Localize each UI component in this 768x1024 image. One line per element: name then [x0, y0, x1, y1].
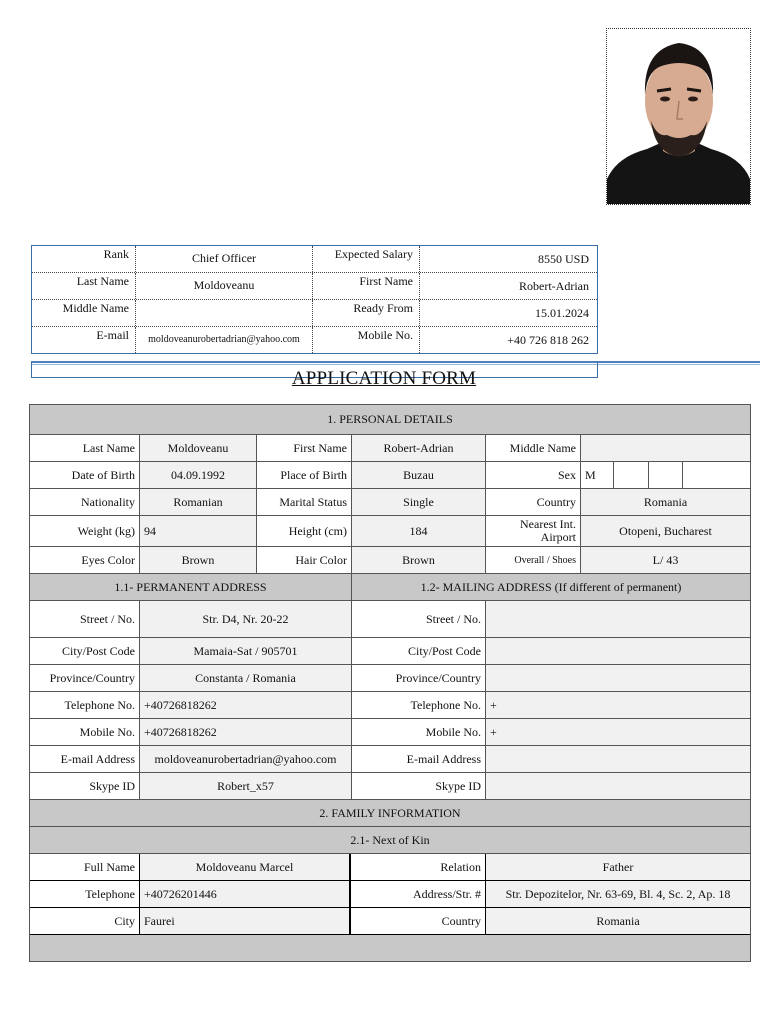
middle-name-value	[135, 300, 312, 326]
last-name-value: Moldoveanu	[135, 273, 312, 299]
perm-email-value: moldoveanurobertadrian@yahoo.com	[140, 746, 352, 772]
eyes-value: Brown	[140, 547, 257, 573]
trailing-empty-row	[30, 935, 750, 961]
last-name-label: Last Name	[76, 274, 129, 288]
dob-value: 04.09.1992	[140, 462, 257, 488]
perm-telephone-label: Telephone No.	[30, 692, 140, 718]
nationality-label: Nationality	[30, 489, 140, 515]
mail-email-value	[486, 746, 750, 772]
application-form-grid	[29, 404, 751, 962]
airport-label-line1: Nearest Int.	[520, 517, 576, 531]
mail-telephone-value: +	[486, 692, 750, 718]
sex-value: M	[581, 462, 614, 488]
summary-table	[31, 245, 598, 354]
address-headers	[30, 574, 750, 601]
section-header-family	[30, 800, 750, 827]
mail-telephone-label: Telephone No.	[352, 692, 486, 718]
perm-telephone-value: +40726818262	[140, 692, 352, 718]
height-label: Height (cm)	[257, 516, 352, 546]
mobile-value: +40 726 818 262	[419, 327, 597, 353]
first-name-label: First Name	[257, 435, 352, 461]
hair-label: Hair Color	[257, 547, 352, 573]
weight-label: Weight (kg)	[30, 516, 140, 546]
first-name-value: Robert-Adrian	[419, 273, 597, 299]
mail-street-label: Street / No.	[352, 601, 486, 637]
kin-city-label: City	[30, 908, 140, 934]
table-row	[30, 435, 750, 462]
kin-full-name-value: Moldoveanu Marcel	[140, 854, 351, 880]
perm-skype-value: Robert_x57	[140, 773, 352, 799]
mail-city-value	[486, 638, 750, 664]
middle-name-label: Middle Name	[62, 301, 129, 315]
mail-province-value	[486, 665, 750, 691]
table-row	[30, 665, 750, 692]
table-row	[30, 854, 750, 881]
first-name-label: First Name	[312, 273, 419, 299]
table-row	[30, 746, 750, 773]
perm-mobile-label: Mobile No.	[30, 719, 140, 745]
table-row	[30, 462, 750, 489]
mail-mobile-label: Mobile No.	[352, 719, 486, 745]
kin-telephone-label: Telephone	[30, 881, 140, 907]
mail-skype-value	[486, 773, 750, 799]
table-row	[30, 719, 750, 746]
perm-city-value: Mamaia-Sat / 905701	[140, 638, 352, 664]
table-row	[30, 773, 750, 800]
sex-box	[649, 462, 683, 488]
last-name-label: Last Name	[30, 435, 140, 461]
kin-country-label: Country	[351, 908, 486, 934]
summary-row-name	[32, 273, 597, 300]
perm-province-label: Province/Country	[30, 665, 140, 691]
table-row	[30, 516, 750, 547]
table-row	[30, 692, 750, 719]
country-value: Romania	[581, 489, 750, 515]
table-row	[30, 547, 750, 574]
portrait-icon	[607, 29, 750, 204]
expected-salary-label: Expected Salary	[312, 246, 419, 272]
perm-street-label: Street / No.	[30, 601, 140, 637]
kin-relation-value: Father	[486, 854, 750, 880]
country-label: Country	[486, 489, 581, 515]
expected-salary-value: 8550 USD	[419, 246, 597, 272]
section-header-personal	[30, 405, 750, 435]
airport-value: Otopeni, Bucharest	[581, 516, 750, 546]
shoes-value: L/ 43	[581, 547, 750, 573]
kin-relation-label: Relation	[351, 854, 486, 880]
nationality-value: Romanian	[140, 489, 257, 515]
permanent-address-title: 1.1- PERMANENT ADDRESS	[30, 574, 352, 600]
mail-city-label: City/Post Code	[352, 638, 486, 664]
mail-email-label: E-mail Address	[352, 746, 486, 772]
mail-street-value	[486, 601, 750, 637]
airport-label	[486, 516, 581, 546]
rank-value: Chief Officer	[135, 246, 312, 272]
perm-email-label: E-mail Address	[30, 746, 140, 772]
shoes-label: Overall / Shoes	[486, 547, 581, 573]
section-title-family: 2. FAMILY INFORMATION	[30, 800, 750, 826]
summary-row-middle	[32, 300, 597, 327]
table-row	[30, 489, 750, 516]
dob-label: Date of Birth	[30, 462, 140, 488]
middle-name-label: Middle Name	[486, 435, 581, 461]
marital-value: Single	[352, 489, 486, 515]
perm-skype-label: Skype ID	[30, 773, 140, 799]
mailing-address-title: 1.2- MAILING ADDRESS (If different of permanent)	[352, 574, 750, 600]
page-title: APPLICATION FORM	[291, 368, 477, 389]
pob-label: Place of Birth	[257, 462, 352, 488]
sex-box	[614, 462, 649, 488]
table-row	[30, 601, 750, 638]
subsection-title-kin: 2.1- Next of Kin	[30, 827, 750, 853]
pob-value: Buzau	[352, 462, 486, 488]
height-value: 184	[352, 516, 486, 546]
rank-label: Rank	[103, 247, 129, 261]
hair-value: Brown	[352, 547, 486, 573]
ready-from-label: Ready From	[312, 300, 419, 326]
eyes-label: Eyes Color	[30, 547, 140, 573]
kin-full-name-label: Full Name	[30, 854, 140, 880]
subsection-header-kin	[30, 827, 750, 854]
kin-address-value: Str. Depozitelor, Nr. 63-69, Bl. 4, Sc. 2, Ap. 18	[486, 881, 750, 907]
last-name-value: Moldoveanu	[140, 435, 257, 461]
email-label: E-mail	[96, 328, 129, 342]
table-row	[30, 908, 750, 935]
mobile-label: Mobile No.	[312, 327, 419, 353]
weight-value: 94	[140, 516, 257, 546]
mail-skype-label: Skype ID	[352, 773, 486, 799]
empty-header-bar	[30, 935, 750, 961]
kin-telephone-value: +40726201446	[140, 881, 351, 907]
sex-box	[683, 462, 750, 488]
middle-name-value	[581, 435, 750, 461]
first-name-value: Robert-Adrian	[352, 435, 486, 461]
kin-address-label: Address/Str. #	[351, 881, 486, 907]
perm-city-label: City/Post Code	[30, 638, 140, 664]
portrait-photo	[606, 28, 751, 205]
kin-city-value: Faurei	[140, 908, 351, 934]
sex-label: Sex	[486, 462, 581, 488]
summary-row-rank	[32, 246, 597, 273]
marital-label: Marital Status	[257, 489, 352, 515]
table-row	[30, 638, 750, 665]
airport-label-line2: Airport	[540, 530, 576, 544]
perm-province-value: Constanta / Romania	[140, 665, 352, 691]
perm-mobile-value: +40726818262	[140, 719, 352, 745]
perm-street-value: Str. D4, Nr. 20-22	[140, 601, 352, 637]
ready-from-value: 15.01.2024	[419, 300, 597, 326]
table-row	[30, 881, 750, 908]
email-value: moldoveanurobertadrian@yahoo.com	[135, 327, 312, 353]
summary-row-contact	[32, 327, 597, 353]
section-title-personal: 1. PERSONAL DETAILS	[30, 405, 750, 434]
kin-country-value: Romania	[486, 908, 750, 934]
mail-mobile-value: +	[486, 719, 750, 745]
mail-province-label: Province/Country	[352, 665, 486, 691]
